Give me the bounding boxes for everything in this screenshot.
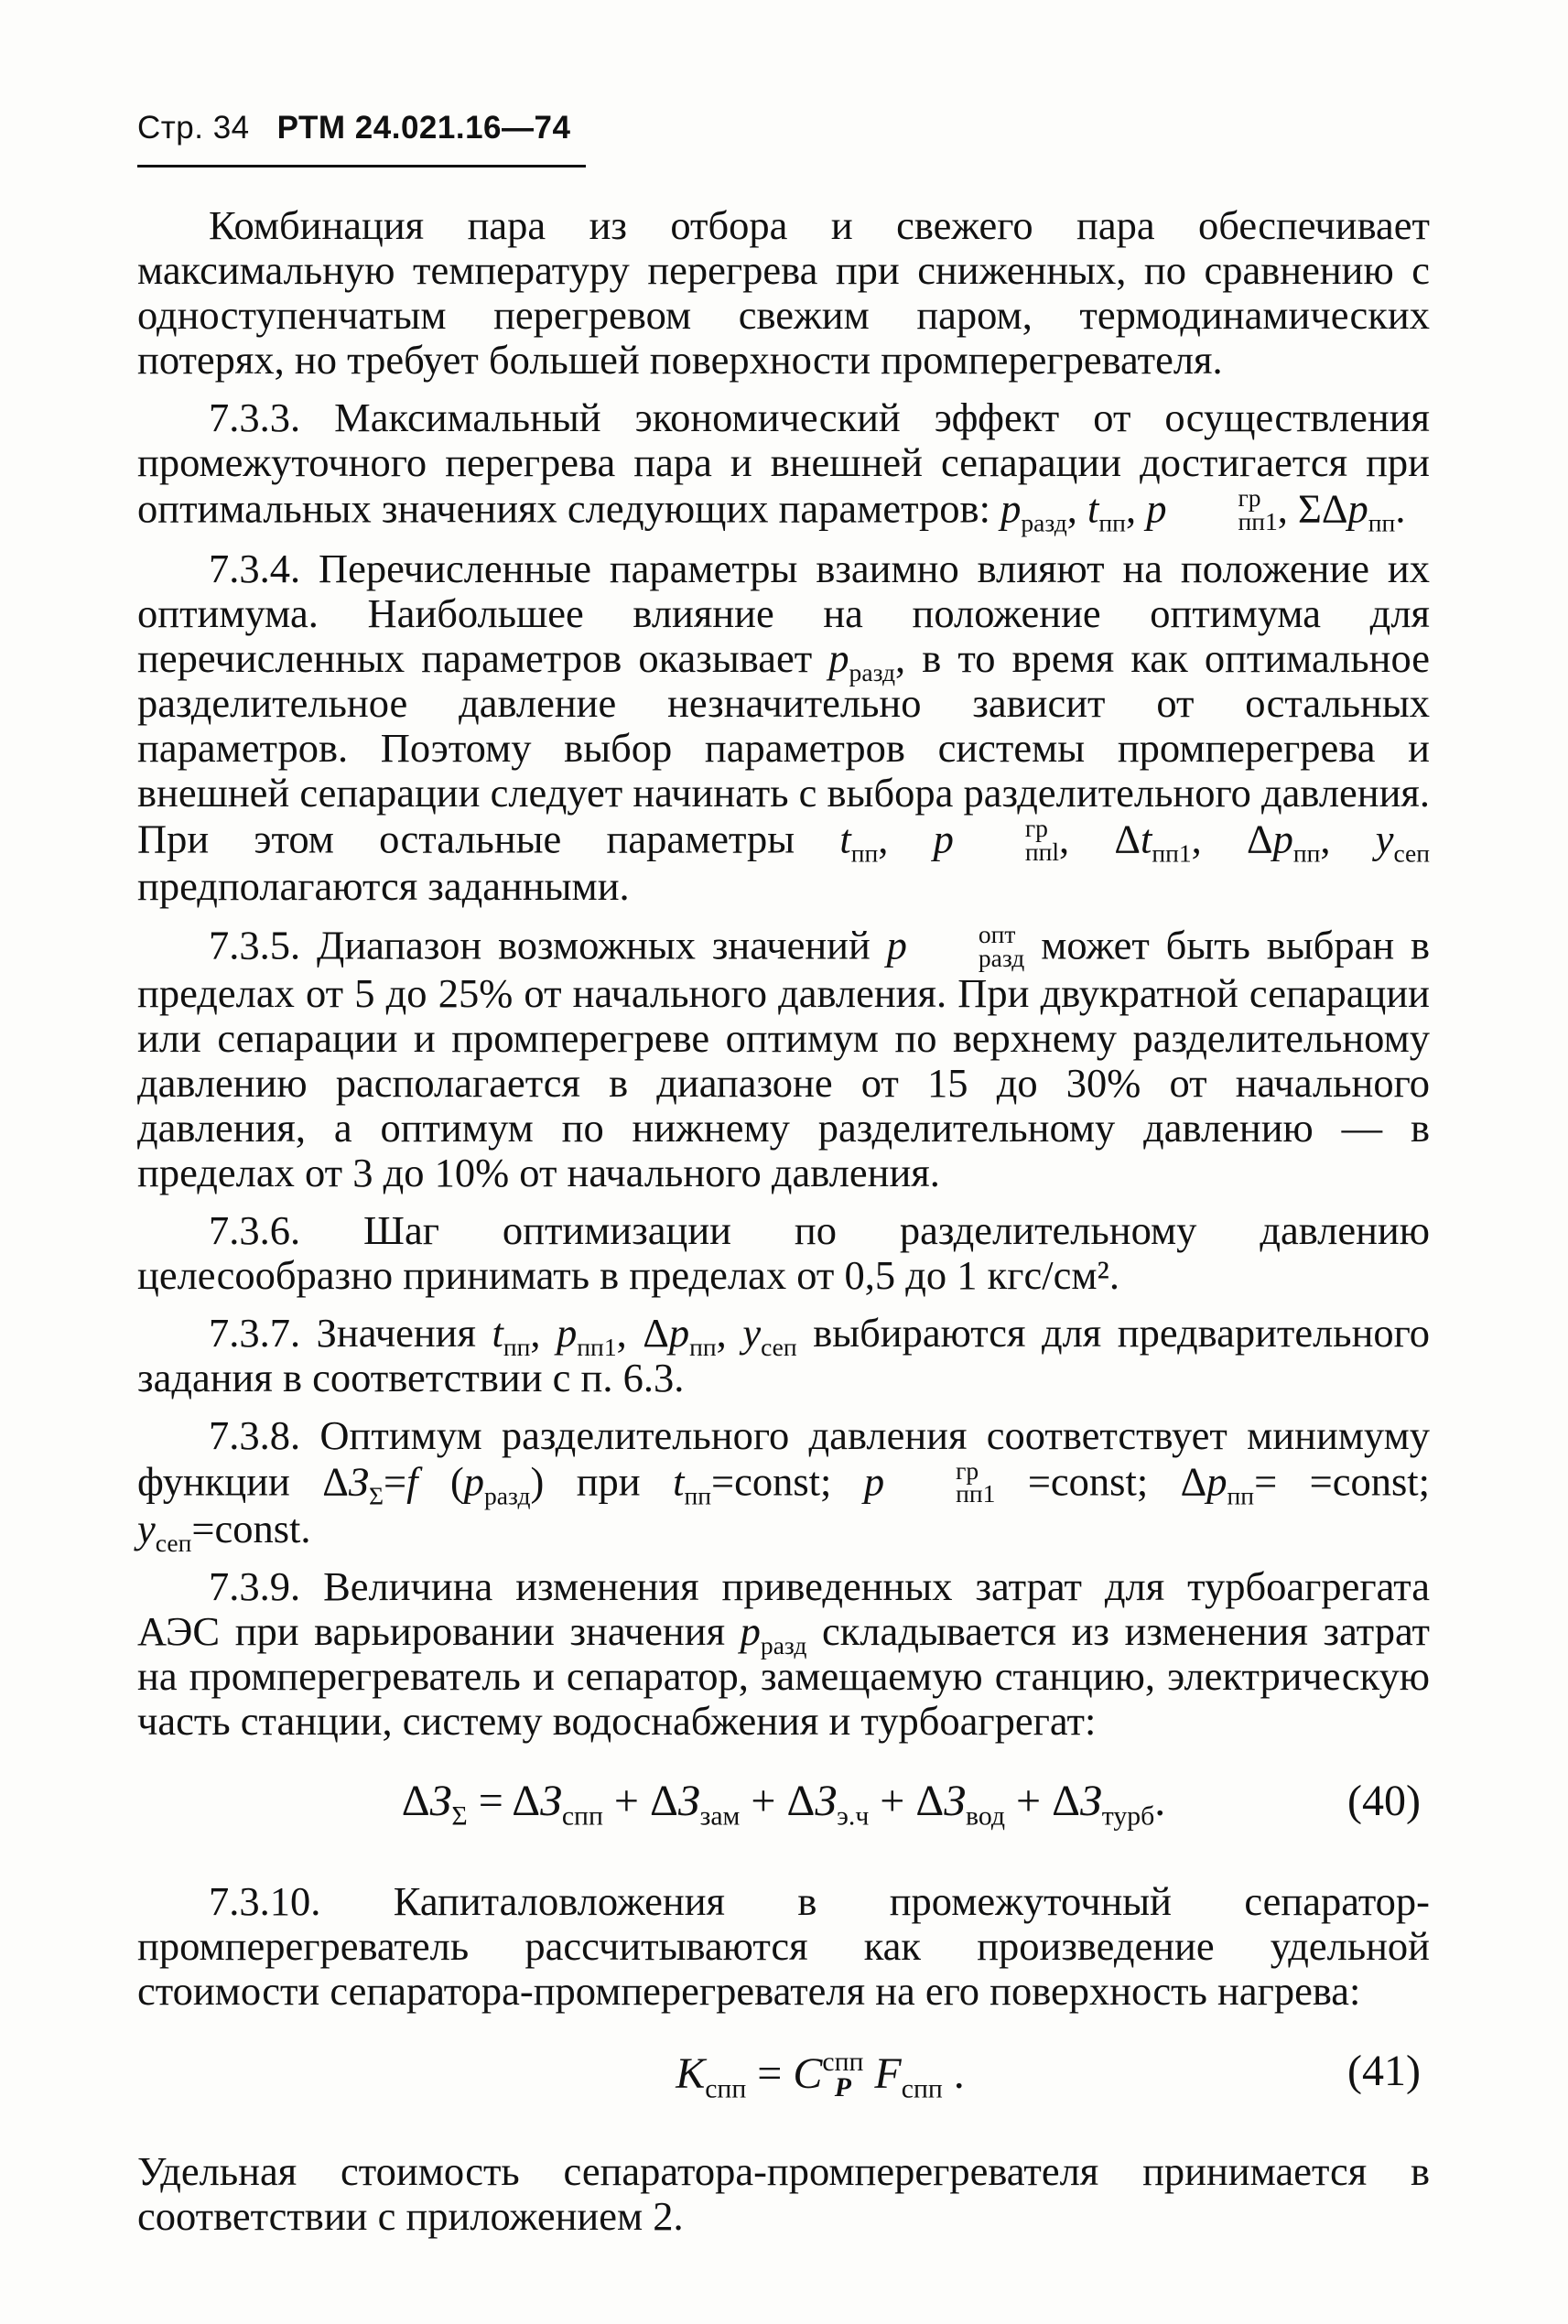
document-code: РТМ 24.021.16—74 [276,110,571,146]
formula-40-expression: $\Delta З_\Sigma = \Delta З_{спп} + \Delta З_{зам} + \Delta З_{э.ч} + \Delta З_{вод} + \Delta З_{турб}$. [401,1776,1166,1832]
paragraph-7-3-8: 7.3.8. Оптимум разделительного давления соответствует минимуму функции $\Delta З_\Sigma=f$ $(p_{разд})$ при $t_{пп}=const$; p гр пп1 =const; $\Delta p_{пп}=$ =const; $y_{сеп}=const$. [137,1411,1431,1557]
paragraph-intro: Комбинация пара из отбора и свежего пара обеспечивает максимальную температуру перегрева при сниженных, по сравнению с одноступенчатым перегревом свежим паром, термодинамических потерях, но требует большей поверхности промперегревателя. [137,202,1430,383]
paragraph-closing: Удельная стоимость сепаратора-промперегревателя принимается в соответствии с приложением 2. [137,2147,1430,2239]
formula-41-expression: $K_{спп} = C$ спп P $F_{спп}$ . [676,2046,965,2104]
formula-40-number: (40) [1347,1776,1421,1825]
paragraph-7-3-7: 7.3.7. Значения $t_{пп}$, $p_{пп1}$, $\Delta p_{пп}$, $y_{сеп}$ выбираются для предварительного задания в соответствии с п. 6.3. [137,1309,1431,1400]
header-rule [137,165,586,168]
formula-41 [137,2027,1430,2135]
paragraph-7-3-9: 7.3.9. Величина изменения приведенных затрат для турбоагрегата АЭС при варьировании значения $p_{разд}$ складывается из изменения затрат на промперегреватель и сепаратор, замещаемую станцию, электрическую часть станции, систему водоснабжения и турбоагрегат: [137,1562,1431,1744]
formula-40 [137,1757,1430,1865]
paragraph-7-3-4: 7.3.4. Перечисленные параметры взаимно влияют на положение их оптимума. Наибольшее влияние на положение оптимума для перечисленных параметров оказывает $p_{разд}$, в то время как оптимальное разделительное давление незначительно зависит от остальных параметров. Поэтому выбор параметров системы промперегрева и внешней сепарации следует начинать с выбора разделительного давления. При этом остальные параметры $t_{пп}$, p гр ппl , $\Delta t_{пп1}$, $\Delta p_{пп}$, $y_{сеп}$ предполагаются заданными. [137,546,1431,910]
document-body [137,203,1430,2252]
paragraph-7-3-5: 7.3.5. Диапазон возможных значений p опт разд может быть выбран в пределах от 5 до 25% от начального давления. При двукратной сепарации или сепарации и промперегреве оптимум по верхнему разделительному давлению располагается в диапазоне от 15 до 30% от начального давления, а оптимум по нижнему разделительному давлению — в пределах от 3 до 10% от начального давления. [137,920,1431,1195]
paragraph-7-3-6: 7.3.6. Шаг оптимизации по разделительному давлению целесообразно принимать в пределах от 0,5 до 1 кгс/см². [137,1206,1430,1298]
formula-41-number: (41) [1347,2046,1421,2095]
page-number: Стр. 34 [137,110,250,146]
paragraph-7-3-10: 7.3.10. Капиталовложения в промежуточный сепаратор-промперегреватель рассчитываются как произведение удельной стоимости сепаратора-промперегревателя на его поверхность нагрева: [137,1877,1430,2014]
paragraph-7-3-3: 7.3.3. Максимальный экономический эффект от осуществления промежуточного перегрева пара и внешней сепарации достигается при оптимальных значениях следующих параметров: $p_{разд}$, $t_{пп}$, p гр пп1 , ΣΔp$_{пп}$. [137,395,1430,537]
page-header [137,110,595,146]
